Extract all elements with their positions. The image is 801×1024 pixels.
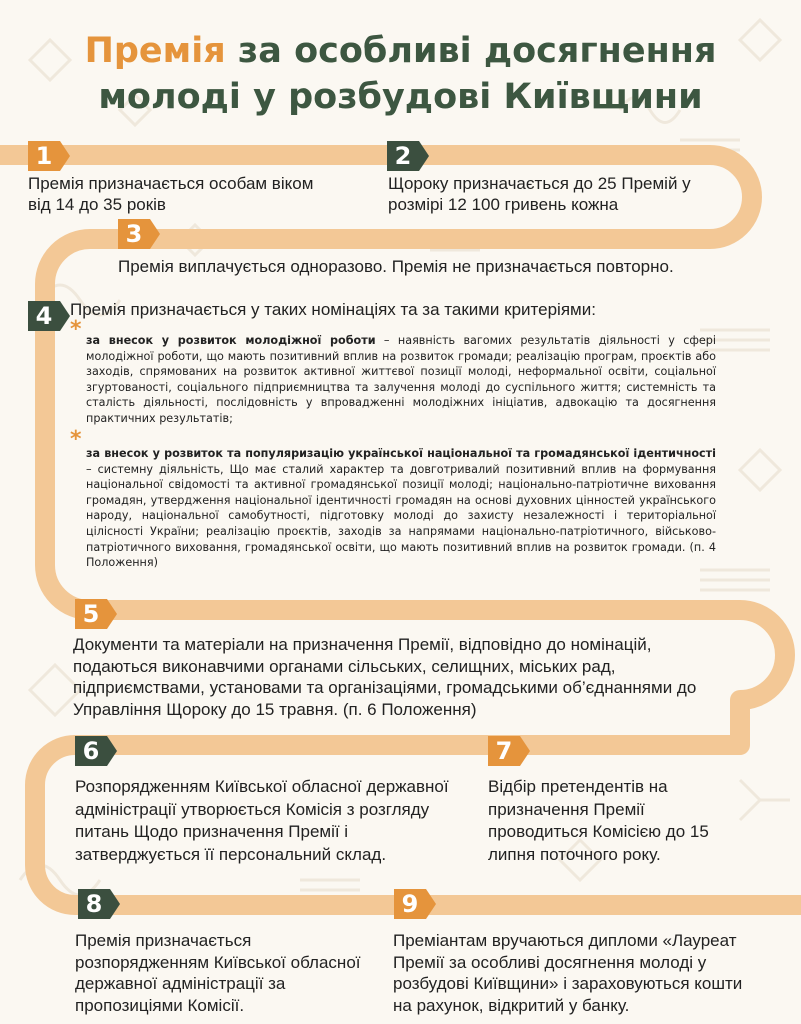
step-6-badge: 6 bbox=[75, 736, 107, 766]
step-5-text: Документи та матеріали на призначення Премії, відповідно до номінацій, подаються виконавчими органами сільських, селищних, міських рад, підприємствами, установами та організаціями, громадськими об’єднаннями до Управління Щороку до 15 травня. (п. 6 Положення) bbox=[73, 635, 697, 719]
step-7-text: Відбір претендентів на призначення Премії проводиться Комісією до 15 липня поточного року. bbox=[488, 777, 709, 864]
step-7-badge: 7 bbox=[488, 736, 520, 766]
step-4-badge: 4 bbox=[28, 301, 60, 331]
step-3-badge: 3 bbox=[118, 219, 150, 249]
nomination-2-bullet: * bbox=[70, 427, 82, 452]
step-3-text: Премія виплачується одноразово. Премія не призначається повторно. bbox=[118, 257, 674, 276]
page-title bbox=[0, 28, 801, 120]
step-9-badge: 9 bbox=[394, 889, 426, 919]
nomination-1 bbox=[86, 333, 716, 427]
nomination-2-description: – системну діяльність, Що має сталий характер та довготривалий позитивний вплив на формування національної свідомості та активної громадянської позиції молоді; національно-патріотичне виховання громадян, утвердження національної ідентичності громадян на основі духовних цінностей українського народу, національної самобутності, підготовку молоді до захисту незалежності і територіальної цілісності України; реалізацію проєктів, заходів за напрямами національно-патріотичного, військово-патріотичного виховання, громадянської освіти, що мають позитивний вплив на розвиток громади. (п. 4 Положення) bbox=[86, 462, 716, 570]
nomination-2-title: за внесок у розвиток та популяризацію української національної та громадянської ідентичності bbox=[86, 447, 716, 460]
nomination-1-description: – наявність вагомих результатів діяльності у сфері молодіжної роботи, що мають позитивний вплив на розвиток громади; реалізацію програм, проєктів або заходів, спрямованих на розвиток активної життєвої позиції молоді, неформальної освіти, соціальної згуртованості, соціального підприємництва та залучення молоді до суспільного життя; системність та сталість діяльності, послідовність у впровадженні молодіжних ініціатив, адвокацію та досягнення практичних результатів; bbox=[86, 334, 716, 425]
step-2-badge: 2 bbox=[387, 141, 419, 171]
title-accent: Премія bbox=[84, 31, 226, 71]
step-2-text: Щороку призначається до 25 Премій у розмірі 12 100 гривень кожна bbox=[388, 174, 691, 214]
title-line1: за особливі досягнення bbox=[225, 31, 717, 71]
step-8-text: Премія призначається розпорядженням Київської обласної державної адміністрації за пропозиціями Комісії. bbox=[75, 931, 361, 1015]
nomination-1-bullet: * bbox=[70, 317, 82, 342]
title-line2: молоді у розбудові Київщини bbox=[98, 77, 703, 117]
nomination-2 bbox=[86, 446, 716, 571]
step-6-text: Розпорядженням Київської обласної державної адміністрації утворюється Комісія з розгляду питань Щодо призначення Премії і затверджується її персональний склад. bbox=[75, 777, 449, 864]
nomination-1-title: за внесок у розвиток молодіжної роботи bbox=[86, 334, 376, 347]
step-5-badge: 5 bbox=[75, 599, 107, 629]
step-1-text: Премія призначається особам віком від 14 до 35 років bbox=[28, 174, 314, 214]
step-1-badge: 1 bbox=[28, 141, 60, 171]
step-9-text: Преміантам вручаються дипломи «Лауреат Премії за особливі досягнення молоді у розбудові Київщини» і зараховуються кошти на рахунок, відкритий у банку. bbox=[393, 931, 743, 1015]
step-8-badge: 8 bbox=[78, 889, 110, 919]
step-4-text: Премія призначається у таких номінаціях та за такими критеріями: bbox=[70, 300, 596, 319]
